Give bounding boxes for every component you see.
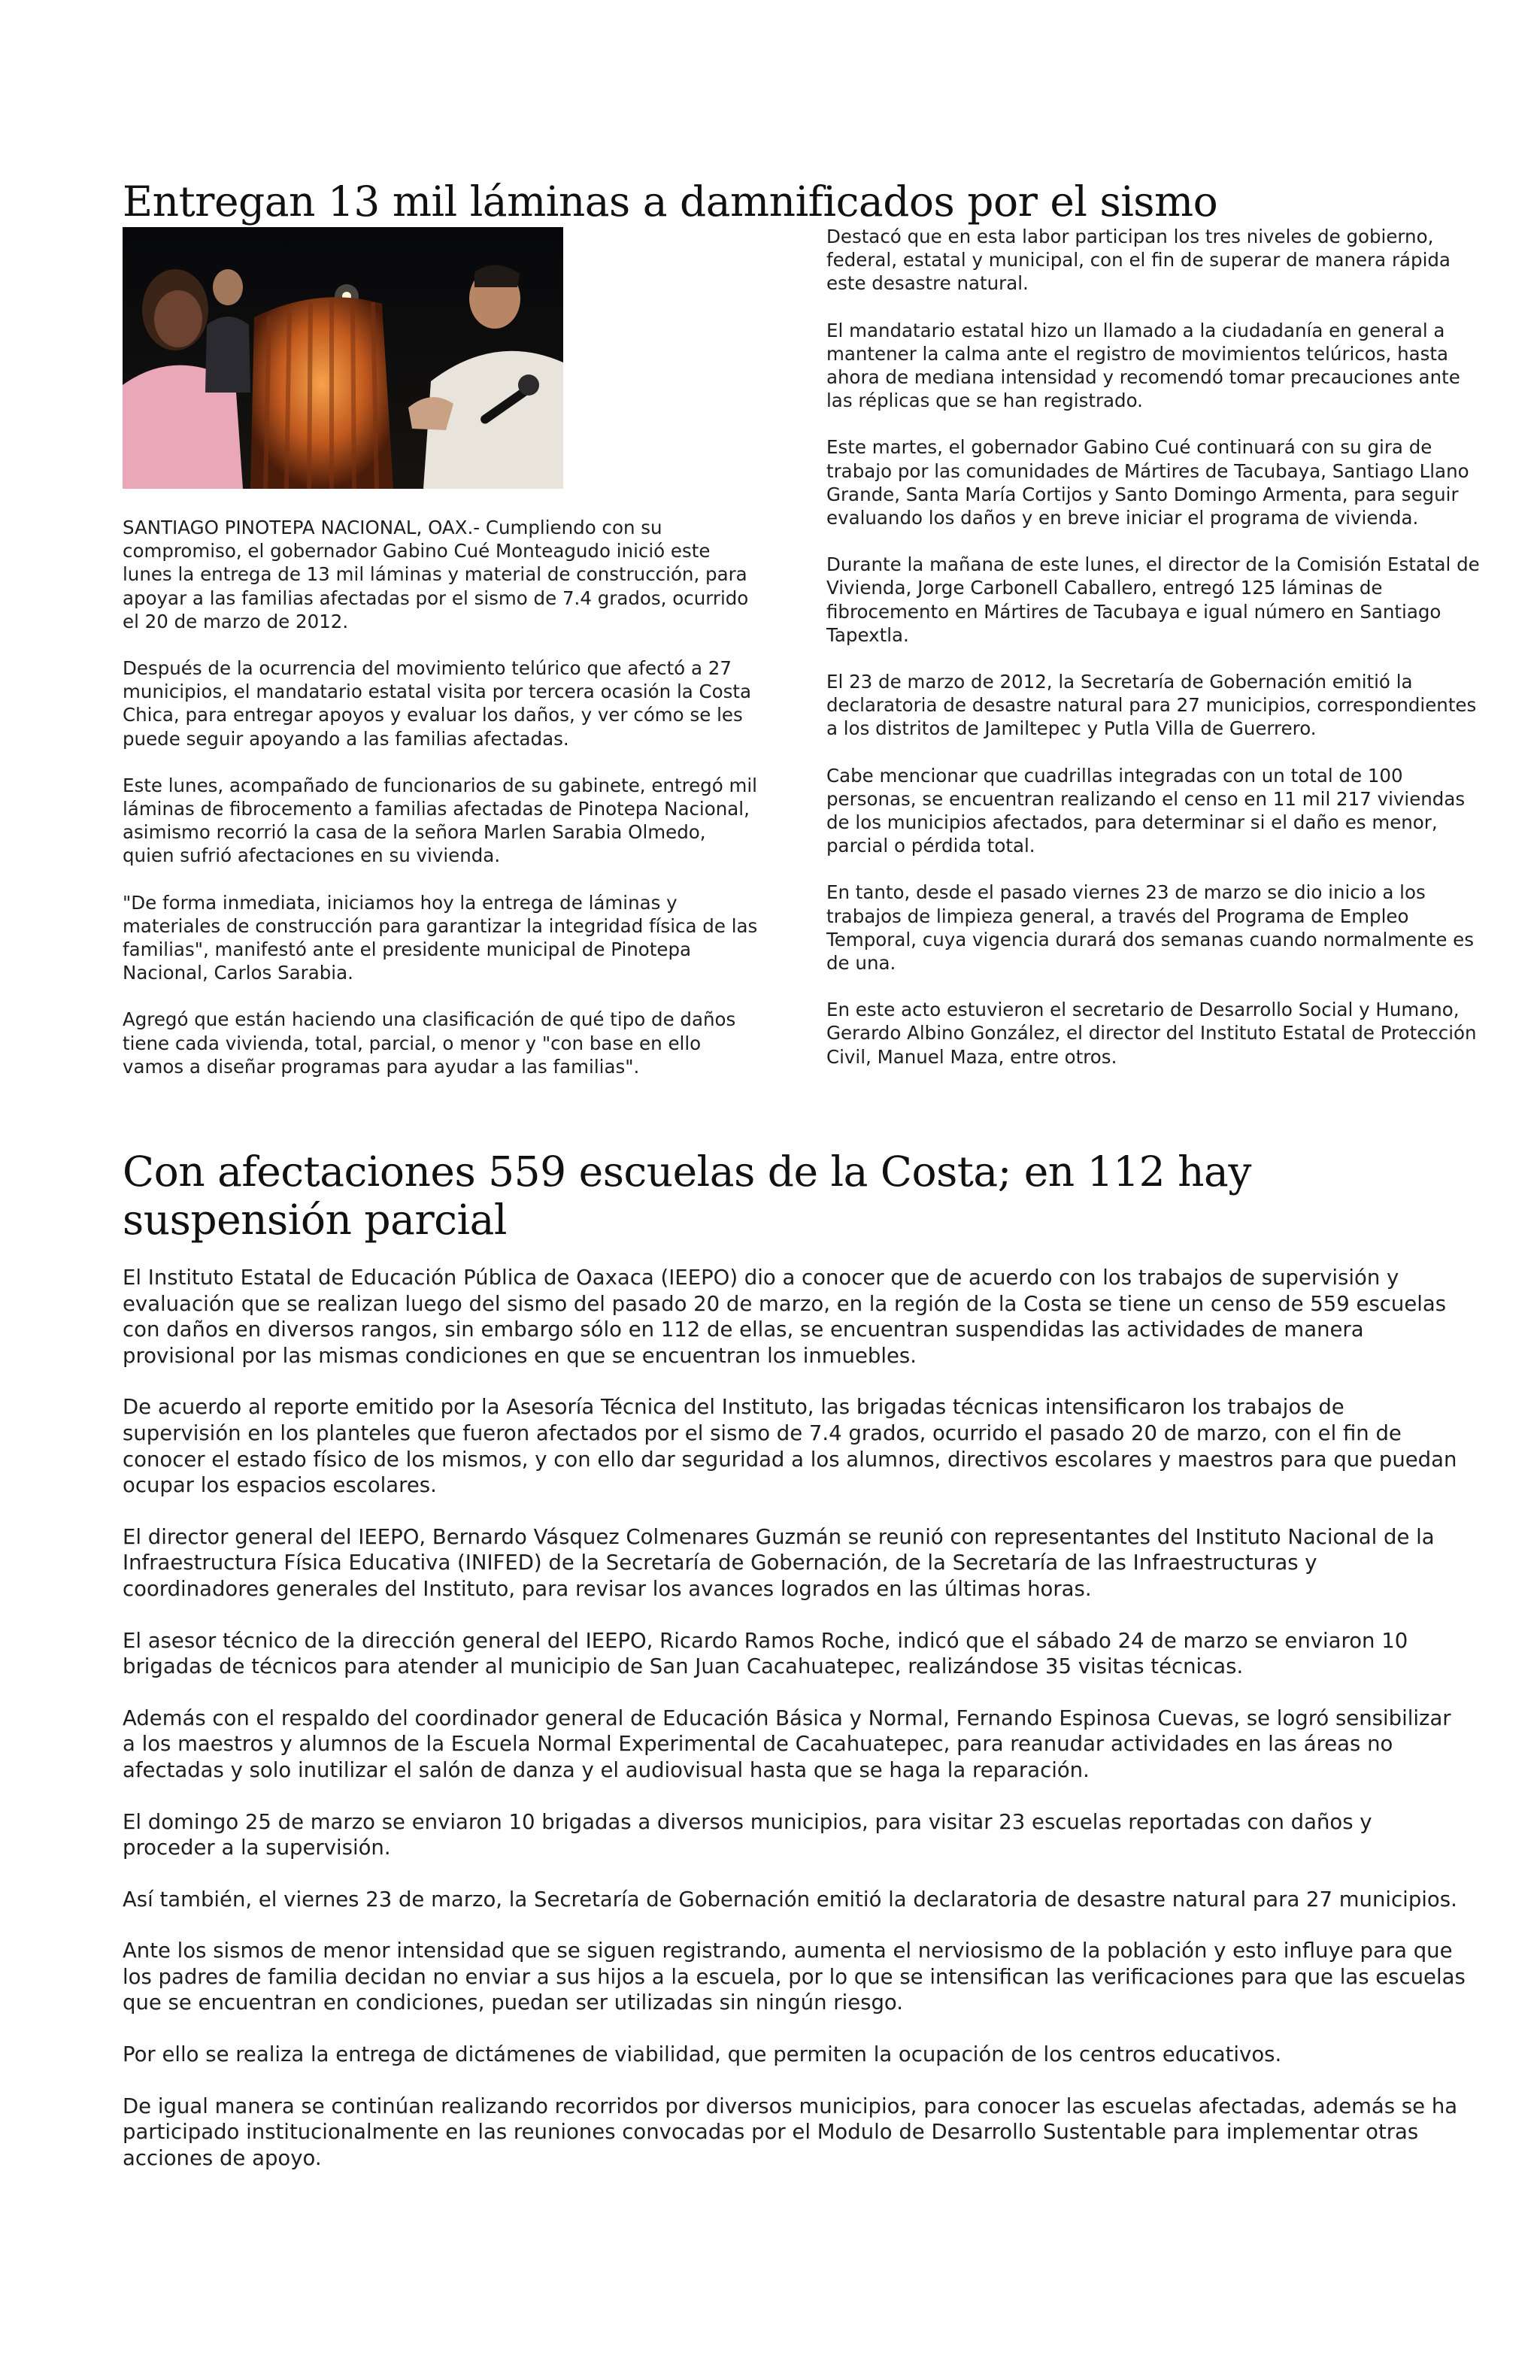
paragraph: Así también, el viernes 23 de marzo, la Secretaría de Gobernación emitió la declaratoria de desastre natural para 27 municipios. bbox=[123, 1887, 1457, 1912]
article-1-left-column bbox=[123, 516, 762, 1102]
article-1-headline: Entregan 13 mil láminas a damnificados por el sismo bbox=[123, 177, 1218, 226]
paragraph: "De forma inmediata, iniciamos hoy la entrega de láminas y materiales de construcción para garantizar la integridad física de las familias", manifestó ante el presidente municipal de Pinotepa Nacional, Carlos Sarabia. bbox=[123, 891, 758, 984]
paragraph: El 23 de marzo de 2012, la Secretaría de Gobernación emitió la declaratoria de desastre natural para 27 municipios, correspondientes a los distritos de Jamiltepec y Putla Villa de Guerrero. bbox=[826, 671, 1477, 740]
paragraph: El asesor técnico de la dirección general del IEEPO, Ricardo Ramos Roche, indicó que el sábado 24 de marzo se enviaron 10 brigadas de técnicos para atender al municipio de San Juan Cacahuatepec, realizándose 35 visitas técnicas. bbox=[123, 1628, 1408, 1679]
paragraph: Después de la ocurrencia del movimiento telúrico que afectó a 27 municipios, el mandatario estatal visita por tercera ocasión la Costa Chica, para entregar apoyos y evaluar los daños, y ver cómo se les puede seguir apoyando a las familias afectadas. bbox=[123, 657, 752, 750]
paragraph: El mandatario estatal hizo un llamado a la ciudadanía en general a mantener la calma ante el registro de movimientos telúricos, hasta ahora de mediana intensidad y recomendó tomar precauciones ante las réplicas que se han registrado. bbox=[826, 319, 1460, 412]
article-1-photo bbox=[123, 227, 563, 489]
paragraph: En tanto, desde el pasado viernes 23 de marzo se dio inicio a los trabajos de limpieza general, a través del Programa de Empleo Temporal, cuya vigencia durará dos semanas cuando normalmente es de una. bbox=[826, 881, 1475, 975]
paragraph: Este martes, el gobernador Gabino Cué continuará con su gira de trabajo por las comunidades de Mártires de Tacubaya, Santiago Llano Grande, Santa María Cortijos y Santo Domingo Armenta, para seguir evaluando los daños y en breve iniciar el programa de vivienda. bbox=[826, 436, 1469, 529]
paragraph: Agregó que están haciendo una clasificación de qué tipo de daños tiene cada vivienda, total, parcial, o menor y "con base en ello vamos a diseñar programas para ayudar a las familias". bbox=[123, 1008, 736, 1078]
paragraph: El Instituto Estatal de Educación Pública de Oaxaca (IEEPO) dio a conocer que de acuerdo con los trabajos de supervisión y evaluación que se realizan luego del sismo del pasado 20 de marzo, en la región de la Costa se tiene un censo de 559 escuelas con daños en diversos rangos, sin embargo sólo en 112 de ellas, se encuentran suspendidas las actividades de manera provisional por las mismas condiciones en que se encuentran los inmuebles. bbox=[123, 1266, 1447, 1368]
paragraph: El domingo 25 de marzo se enviaron 10 brigadas a diversos municipios, para visitar 23 escuelas reportadas con daños y proceder a la supervisión. bbox=[123, 1809, 1372, 1860]
paragraph: En este acto estuvieron el secretario de Desarrollo Social y Humano, Gerardo Albino González, el director del Instituto Estatal de Protección Civil, Manuel Maza, entre otros. bbox=[826, 999, 1477, 1068]
paragraph: Durante la mañana de este lunes, el director de la Comisión Estatal de Vivienda, Jorge Carbonell Caballero, entregó 125 láminas de fibrocemento en Mártires de Tacubaya e igual número en Santiago Tapextla. bbox=[826, 553, 1480, 646]
paragraph: De acuerdo al reporte emitido por la Asesoría Técnica del Instituto, las brigadas técnicas intensificaron los trabajos de supervisión en los planteles que fueron afectados por el sismo de 7.4 grados, ocurrido el pasado 20 de marzo, con el fin de conocer el estado físico de los mismos, y con ello dar seguridad a los alumnos, directivos escolares y maestros para que puedan ocupar los espacios escolares. bbox=[123, 1395, 1457, 1498]
paragraph: De igual manera se continúan realizando recorridos por diversos municipios, para conocer las escuelas afectadas, además se ha participado institucionalmente en las reuniones convocadas por el Modulo de Desarrollo Sustentable para implementar otras acciones de apoyo. bbox=[123, 2093, 1458, 2170]
paragraph: Destacó que en esta labor participan los tres niveles de gobierno, federal, estatal y municipal, con el fin de superar de manera rápida este desastre natural. bbox=[826, 226, 1451, 295]
paragraph: Además con el respaldo del coordinador general de Educación Básica y Normal, Fernando Espinosa Cuevas, se logró sensibilizar a los maestros y alumnos de la Escuela Normal Experimental de Cacahuatepec, para reanudar actividades en las áreas no afectadas y solo inutilizar el salón de danza y el audiovisual hasta que se haga la reparación. bbox=[123, 1705, 1451, 1782]
paragraph: Este lunes, acompañado de funcionarios de su gabinete, entregó mil láminas de fibrocemento a familias afectadas de Pinotepa Nacional, asimismo recorrió la casa de la señora Marlen Sarabia Olmedo, quien sufrió afectaciones en su vivienda. bbox=[123, 774, 757, 867]
paragraph: Por ello se realiza la entrega de dictámenes de viabilidad, que permiten la ocupación de los centros educativos. bbox=[123, 2042, 1282, 2067]
paragraph: Cabe mencionar que cuadrillas integradas con un total de 100 personas, se encuentran realizando el censo en 11 mil 217 viviendas de los municipios afectados, para determinar si el daño es menor, parcial o pérdida total. bbox=[826, 764, 1466, 857]
paragraph: El director general del IEEPO, Bernardo Vásquez Colmenares Guzmán se reunió con representantes del Instituto Nacional de la Infraestructura Física Educativa (INIFED) de la Secretaría de Gobernación, de la Secretaría de las Infraestructuras y coordinadores generales del Instituto, para revisar los avances logrados en las últimas horas. bbox=[123, 1524, 1435, 1601]
article-2-headline: Con afectaciones 559 escuelas de la Costa; en 112 hay suspensión parcial bbox=[123, 1148, 1251, 1244]
article-1-right-column bbox=[826, 225, 1481, 1092]
article-2-body bbox=[123, 1265, 1469, 2197]
paragraph: Ante los sismos de menor intensidad que se siguen registrando, aumenta el nerviosismo de la población y esto influye para que los padres de familia decidan no enviar a sus hijos a la escuela, por lo que se intensifican las verificaciones para que las escuelas que se encuentran en condiciones, puedan ser utilizadas sin ningún riesgo. bbox=[123, 1939, 1466, 2015]
paragraph: SANTIAGO PINOTEPA NACIONAL, OAX.- Cumpliendo con su compromiso, el gobernador Gabino Cué Monteagudo inició este lunes la entrega de 13 mil láminas y material de construcción, para apoyar a las familias afectadas por el sismo de 7.4 grados, ocurrido el 20 de marzo de 2012. bbox=[123, 517, 749, 632]
